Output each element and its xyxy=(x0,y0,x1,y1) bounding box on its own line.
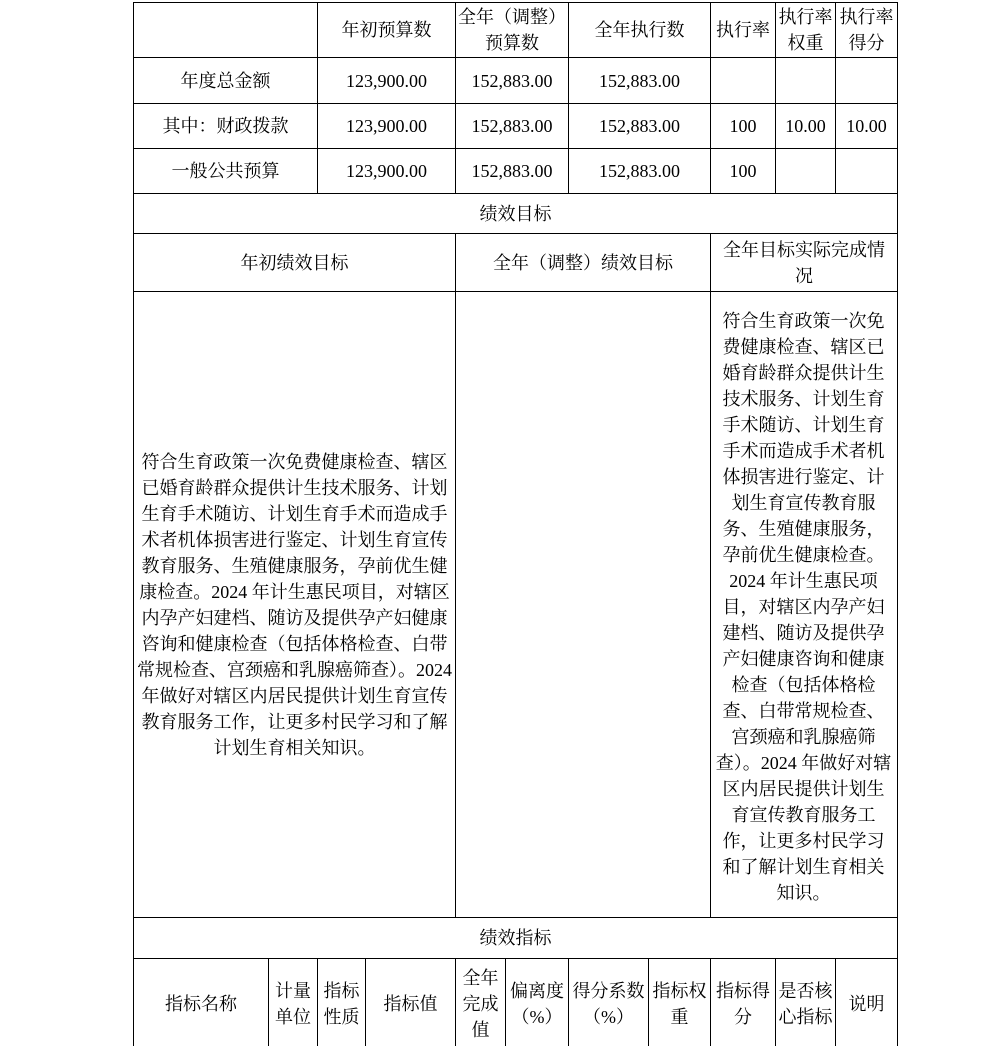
indicators-header-row xyxy=(134,959,898,1046)
goals-text-row xyxy=(134,292,898,918)
header-actual-completion: 全年目标实际完成情况 xyxy=(711,234,898,292)
table-row-annual-total xyxy=(134,58,898,104)
header-indicator-nature: 指标性质 xyxy=(318,959,366,1046)
fiscal-score: 10.00 xyxy=(836,104,898,149)
public-score xyxy=(836,149,898,194)
header-annual-completion-value: 全年完成值 xyxy=(456,959,506,1046)
public-adjusted: 152,883.00 xyxy=(456,149,569,194)
actual-completion-text: 符合生育政策一次免费健康检查、辖区已婚育龄群众提供计生技术服务、计划生育手术随访、计划生育手术而造成手术者机体损害进行鉴定、计划生育宣传教育服务、生殖健康服务，孕前优生健康检查。2024 年计生惠民项目，对辖区内孕产妇建档、随访及提供孕产妇健康咨询和健康检查（包括体格检查、白带常规检查、宫颈癌和乳腺癌筛查）。2024 年做好对辖区内居民提供计划生育宣传教育服务工作，让更多村民学习和了解计划生育相关知识。 xyxy=(711,292,898,918)
public-executed: 152,883.00 xyxy=(569,149,711,194)
annual-total-executed: 152,883.00 xyxy=(569,58,711,104)
goals-section-title: 绩效目标 xyxy=(134,194,898,234)
public-initial: 123,900.00 xyxy=(318,149,456,194)
goals-section-title-row xyxy=(134,194,898,234)
header-is-core-indicator: 是否核心指标 xyxy=(776,959,836,1046)
annual-total-weight xyxy=(776,58,836,104)
header-deviation-percent: 偏离度（%） xyxy=(506,959,569,1046)
corner-cell xyxy=(134,3,318,58)
indicators-section-title-row xyxy=(134,918,898,959)
annual-total-score xyxy=(836,58,898,104)
table-row-general-public-budget xyxy=(134,149,898,194)
row-label-annual-total: 年度总金额 xyxy=(134,58,318,104)
header-execution-rate-score: 执行率得分 xyxy=(836,3,898,58)
annual-total-adjusted: 152,883.00 xyxy=(456,58,569,104)
header-score-coefficient-percent: 得分系数（%） xyxy=(569,959,649,1046)
header-indicator-weight: 指标权重 xyxy=(649,959,711,1046)
header-measure-unit: 计量单位 xyxy=(269,959,318,1046)
fiscal-adjusted: 152,883.00 xyxy=(456,104,569,149)
header-indicator-value: 指标值 xyxy=(366,959,456,1046)
public-weight xyxy=(776,149,836,194)
report-sheet xyxy=(133,2,898,1046)
header-adjusted-budget: 全年（调整）预算数 xyxy=(456,3,569,58)
public-rate: 100 xyxy=(711,149,776,194)
fiscal-executed: 152,883.00 xyxy=(569,104,711,149)
header-execution-rate-weight: 执行率权重 xyxy=(776,3,836,58)
fiscal-initial: 123,900.00 xyxy=(318,104,456,149)
header-execution-rate: 执行率 xyxy=(711,3,776,58)
budget-header-row xyxy=(134,3,898,58)
annual-total-rate xyxy=(711,58,776,104)
fiscal-rate: 100 xyxy=(711,104,776,149)
header-executed-amount: 全年执行数 xyxy=(569,3,711,58)
table-row-fiscal-appropriation xyxy=(134,104,898,149)
initial-goal-text: 符合生育政策一次免费健康检查、辖区已婚育龄群众提供计生技术服务、计划生育手术随访、计划生育手术而造成手术者机体损害进行鉴定、计划生育宣传教育服务、生殖健康服务，孕前优生健康检查。2024 年计生惠民项目，对辖区内孕产妇建档、随访及提供孕产妇健康咨询和健康检查（包括体格检查、白带常规检查、宫颈癌和乳腺癌筛查）。2024 年做好对辖区内居民提供计划生育宣传教育服务工作，让更多村民学习和了解计划生育相关知识。 xyxy=(134,292,456,918)
goals-header-row xyxy=(134,234,898,292)
header-remarks: 说明 xyxy=(836,959,898,1046)
header-adjusted-goal: 全年（调整）绩效目标 xyxy=(456,234,711,292)
budget-performance-table xyxy=(133,2,898,1046)
fiscal-weight: 10.00 xyxy=(776,104,836,149)
header-initial-goal: 年初绩效目标 xyxy=(134,234,456,292)
adjusted-goal-text xyxy=(456,292,711,918)
header-indicator-score: 指标得分 xyxy=(711,959,776,1046)
header-initial-budget: 年初预算数 xyxy=(318,3,456,58)
row-label-fiscal-appropriation: 其中：财政拨款 xyxy=(134,104,318,149)
indicators-section-title: 绩效指标 xyxy=(134,918,898,959)
annual-total-initial: 123,900.00 xyxy=(318,58,456,104)
row-label-general-public-budget: 一般公共预算 xyxy=(134,149,318,194)
header-indicator-name: 指标名称 xyxy=(134,959,269,1046)
